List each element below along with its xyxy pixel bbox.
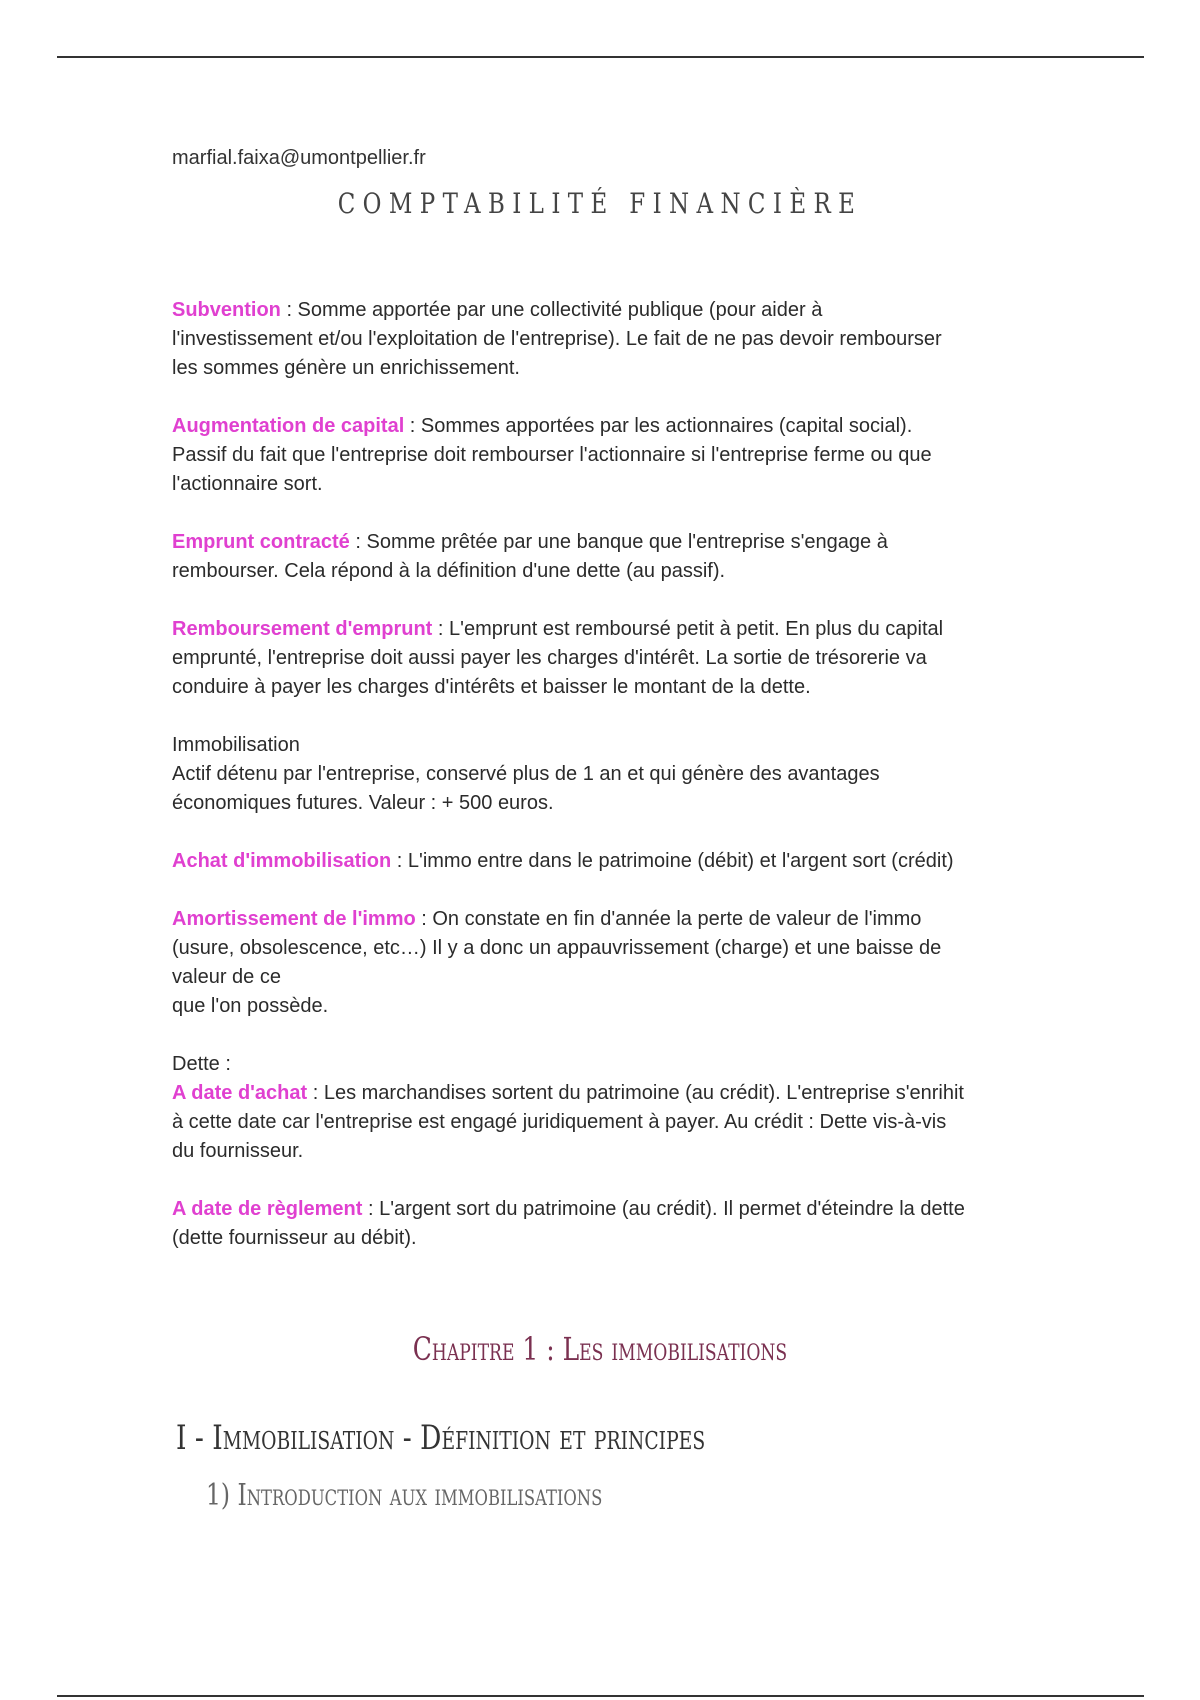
- bottom-rule: [57, 1695, 1144, 1697]
- definition-text: du fournisseur.: [172, 1140, 304, 1162]
- document-title: COMPTABILITÉ FINANCIÈRE: [337, 187, 863, 220]
- definition-paragraph: [172, 528, 1072, 586]
- definition-text: (usure, obsolescence, etc…) Il y a donc un appauvrissement (charge) et une baisse de: [172, 937, 942, 959]
- definition-text: : Sommes apportées par les actionnaires (capital social).: [404, 415, 913, 437]
- definition-text: : Les marchandises sortent du patrimoine (au crédit). L'entreprise s'enrihit: [307, 1082, 964, 1104]
- definition-text: Immobilisation: [172, 734, 300, 756]
- definition-text: : On constate en fin d'année la perte de valeur de l'immo: [415, 908, 922, 930]
- definition-text: économiques futures. Valeur : + 500 euros.: [172, 792, 554, 814]
- definition-text: Passif du fait que l'entreprise doit rembourser l'actionnaire si l'entreprise ferme ou que: [172, 444, 932, 466]
- definition-term: Emprunt contracté: [172, 531, 350, 553]
- definition-text: l'investissement et/ou l'exploitation de l'entreprise). Le fait de ne pas devoir rembourser: [172, 328, 942, 350]
- definition-text: : Somme apportée par une collectivité publique (pour aider à: [280, 299, 823, 321]
- definition-text: conduire à payer les charges d'intérêts et baisser le montant de la dette.: [172, 676, 811, 698]
- definition-paragraph: [172, 1079, 1072, 1166]
- definition-paragraph: [172, 615, 1072, 702]
- definition-paragraph: [172, 905, 1072, 1021]
- section-heading: I - Immobilisation - Définition et principes: [176, 1418, 706, 1458]
- definition-text: Dette :: [172, 1053, 231, 1075]
- definition-text: que l'on possède.: [172, 995, 329, 1017]
- definition-text: : Somme prêtée par une banque que l'entreprise s'engage à: [349, 531, 888, 553]
- top-rule: [57, 56, 1144, 58]
- definition-text: rembourser. Cela répond à la définition d'une dette (au passif).: [172, 560, 726, 582]
- definition-text: : L'argent sort du patrimoine (au crédit). Il permet d'éteindre la dette: [362, 1198, 965, 1220]
- definition-text: les sommes génère un enrichissement.: [172, 357, 520, 379]
- definition-term: Remboursement d'emprunt: [172, 618, 433, 640]
- definition-term: A date d'achat: [172, 1082, 308, 1104]
- definition-paragraph: [172, 1050, 1072, 1079]
- definition-term: Amortissement de l'immo: [172, 908, 416, 930]
- definition-text: emprunté, l'entreprise doit aussi payer les charges d'intérêt. La sortie de trésorerie va: [172, 647, 927, 669]
- definition-term: Achat d'immobilisation: [172, 850, 392, 872]
- subsection-heading: 1) Introduction aux immobilisations: [206, 1478, 603, 1513]
- chapter-heading: Chapitre 1 : Les immobilisations: [412, 1330, 788, 1368]
- definition-term: Augmentation de capital: [172, 415, 405, 437]
- definition-paragraph: [172, 731, 1072, 818]
- author-email: marfial.faixa@umontpellier.fr: [172, 147, 426, 169]
- definition-text: (dette fournisseur au débit).: [172, 1227, 417, 1249]
- definition-text: : L'emprunt est remboursé petit à petit. En plus du capital: [432, 618, 944, 640]
- definition-paragraph: [172, 1195, 1072, 1253]
- definition-text: l'actionnaire sort.: [172, 473, 323, 495]
- definition-paragraph: [172, 412, 1072, 499]
- definition-term: A date de règlement: [172, 1198, 363, 1220]
- definition-term: Subvention: [172, 299, 281, 321]
- definition-paragraph: [172, 296, 1072, 383]
- definition-text: : L'immo entre dans le patrimoine (débit) et l'argent sort (crédit): [391, 850, 954, 872]
- definition-text: à cette date car l'entreprise est engagé juridiquement à payer. Au crédit : Dette vis-à-vis: [172, 1111, 947, 1133]
- definition-text: valeur de ce: [172, 966, 281, 988]
- definitions-list: [172, 296, 1072, 1282]
- definition-paragraph: [172, 847, 1072, 876]
- definition-text: Actif détenu par l'entreprise, conservé plus de 1 an et qui génère des avantages: [172, 763, 880, 785]
